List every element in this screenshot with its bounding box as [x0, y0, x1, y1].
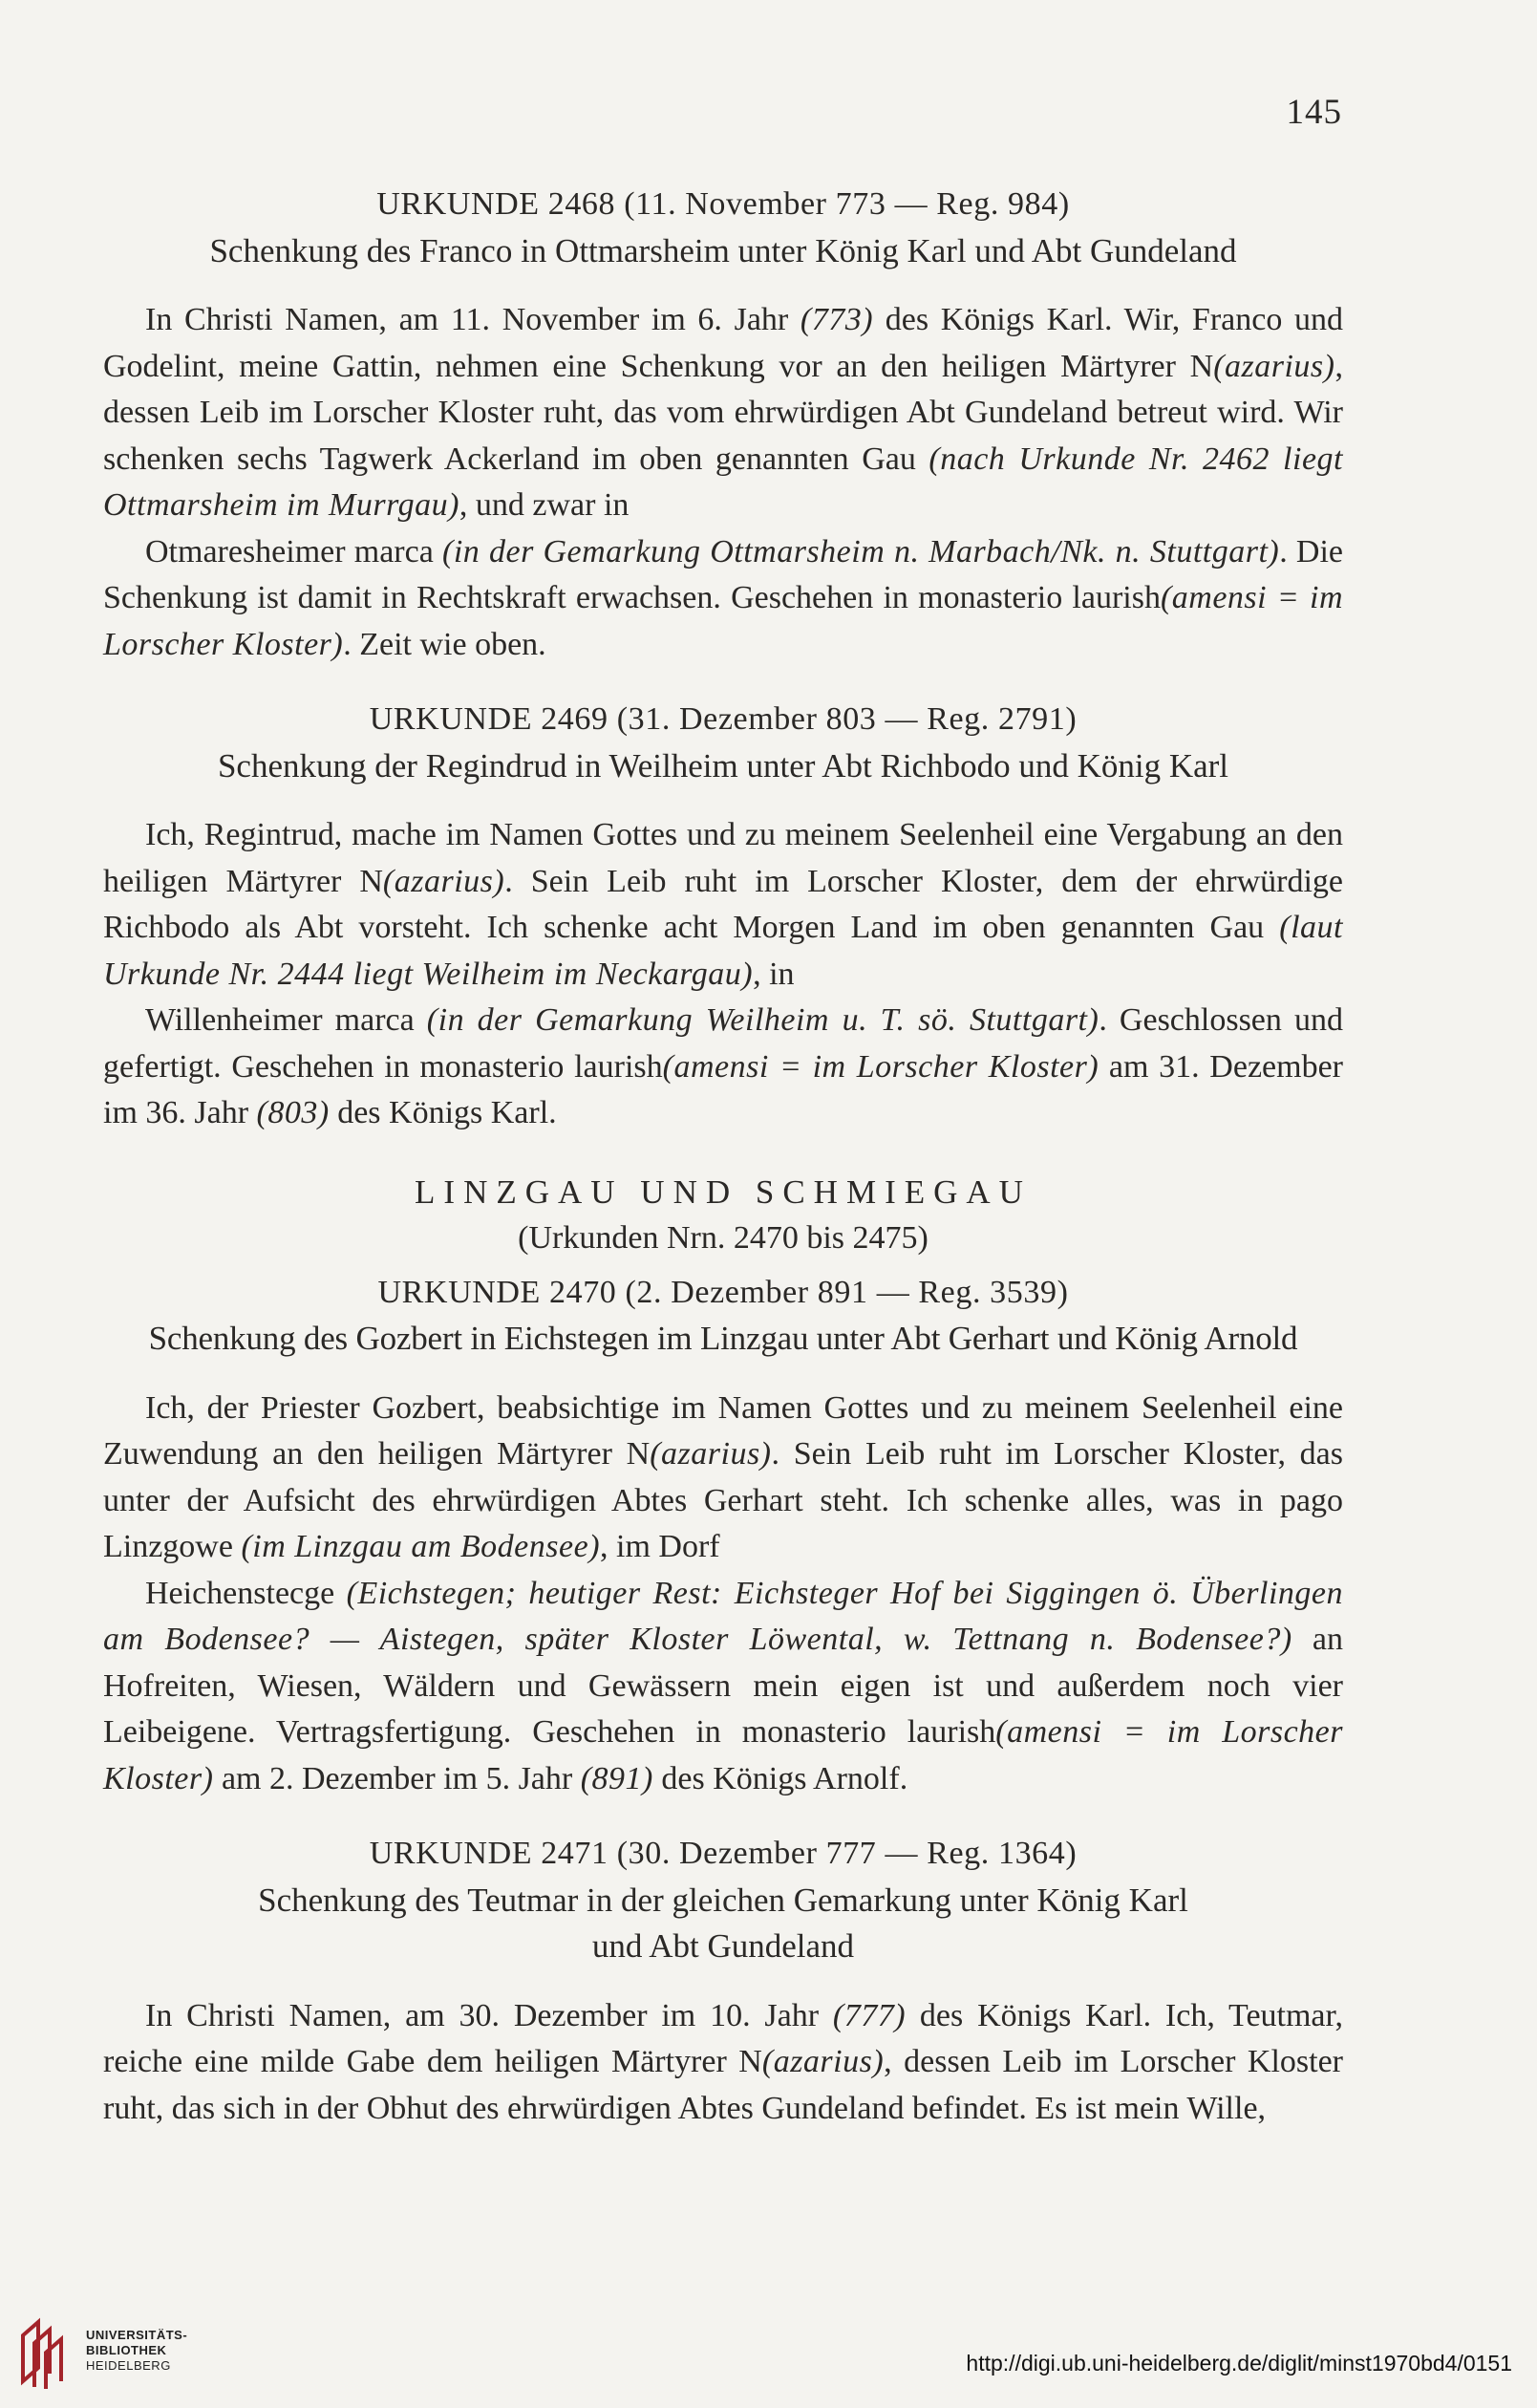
- text-run: des Königs Karl. Wir, Franco und Godelint, meine Gattin, nehmen eine Schenkung vor an den heiligen Märtyrer N: [103, 302, 1343, 384]
- text-run: . Die Schenkung ist damit in Rechtskraft erwachsen. Geschehen in monasterio laurish: [103, 533, 1344, 615]
- paragraph: [103, 297, 1343, 529]
- document-subtitle: Schenkung des Teutmar in der gleichen Gemarkung unter König Karl: [258, 1881, 1188, 1919]
- italic-note: (azarius): [761, 2044, 885, 2079]
- document-2469: [103, 697, 1343, 1137]
- text-run: . Geschlossen und gefertigt. Geschehen in monasterio laurish: [103, 1002, 1343, 1085]
- text-run: an Hofreiten, Wiesen, Wäldern und Gewässern mein eigen ist und außerdem noch vier Leibeigene. Vertragsfertigung. Geschehen in monasterio laurish: [103, 1622, 1344, 1750]
- text-run: Ich, Regintrud, mache im Namen Gottes und zu meinem Seelenheil eine Vergabung an den heiligen Märtyrer N: [103, 817, 1343, 899]
- document-2470: [103, 1270, 1343, 1803]
- paragraph: [103, 998, 1343, 1137]
- text-run: In Christi Namen, am 30. Dezember im 10. Jahr: [145, 1997, 833, 2033]
- text-run: , und zwar in: [459, 487, 630, 523]
- document-subtitle: Schenkung des Franco in Ottmarsheim unter König Karl und Abt Gundeland: [209, 231, 1237, 269]
- document-2471: [103, 1831, 1343, 2132]
- italic-note: (azarius): [382, 863, 505, 899]
- paragraph: [103, 1386, 1343, 1571]
- italic-note: (azarius): [1213, 348, 1335, 384]
- text-run: des Königs Karl.: [329, 1095, 557, 1130]
- library-name: UNIVERSITÄTS- BIBLIOTHEK HEIDELBERG: [86, 2328, 188, 2373]
- document-2468: [103, 182, 1343, 668]
- italic-note: (amensi = im Lorscher Kloster): [103, 580, 1343, 662]
- text-run: am 31. Dezember im 36. Jahr: [103, 1048, 1343, 1130]
- text-run: . Sein Leib ruht im Lorscher Kloster, das unter der Aufsicht des ehrwürdigen Abtes Gerhart steht. Ich schenke alles, was in pago Linzgowe: [103, 1436, 1344, 1564]
- text-run: Heichenstecge: [145, 1575, 347, 1611]
- italic-note: (nach Urkunde Nr. 2462 liegt Ottmarsheim im Murrgau): [103, 441, 1343, 523]
- italic-note: (773): [800, 302, 874, 337]
- paragraph: [103, 1571, 1343, 1803]
- text-run: , dessen Leib im Lorscher Kloster ruht, das vom ehrwürdigen Abt Gundeland betreut wird. Wir schenken sechs Tagwerk Ackerland im oben genannten Gau: [103, 348, 1343, 477]
- text-run: Otmaresheimer marca: [145, 533, 443, 570]
- text-run: des Königs Karl. Ich, Teutmar, reiche eine milde Gabe dem heiligen Märtyrer N: [103, 1997, 1343, 2079]
- italic-note: (891): [580, 1760, 653, 1796]
- italic-note: (azarius): [650, 1436, 772, 1472]
- text-run: , in: [753, 956, 795, 992]
- text-run: , dessen Leib im Lorscher Kloster ruht, das sich in der Obhut des ehrwürdigen Abtes Gundeland befindet. Es ist mein Wille,: [103, 2044, 1343, 2126]
- section-note: (Urkunden Nrn. 2470 bis 2475): [518, 1220, 929, 1256]
- document-subtitle: und Abt Gundeland: [591, 1927, 855, 1965]
- page-body: [103, 182, 1343, 2132]
- text-run: Willenheimer marca: [145, 1002, 427, 1038]
- footer: [0, 2303, 1537, 2408]
- document-title: URKUNDE 2468 (11. November 773 — Reg. 984): [376, 186, 1070, 222]
- text-run: In Christi Namen, am 11. November im 6. Jahr: [145, 302, 801, 337]
- paragraph: [103, 812, 1343, 998]
- text-run: . Sein Leib ruht im Lorscher Kloster, dem der ehrwürdige Richbodo als Abt vorsteht. Ich schenke acht Morgen Land im oben genannten Gau: [103, 863, 1344, 945]
- library-logo-icon: [17, 2314, 73, 2391]
- text-run: des Königs Arnolf.: [652, 1760, 908, 1796]
- source-url-link[interactable]: http://digi.ub.uni-heidelberg.de/diglit/minst1970bd4/0151: [966, 2351, 1512, 2376]
- italic-note: (laut Urkunde Nr. 2444 liegt Weilheim im Neckargau): [103, 910, 1343, 992]
- italic-note: (777): [832, 1997, 907, 2033]
- document-title: URKUNDE 2469 (31. Dezember 803 — Reg. 2791): [369, 701, 1078, 737]
- document-subtitle: Schenkung des Gozbert in Eichstegen im Linzgau unter Abt Gerhart und König Arnold: [148, 1320, 1298, 1357]
- italic-note: (amensi = im Lorscher Kloster): [662, 1048, 1099, 1085]
- document-subtitle: Schenkung der Regindrud in Weilheim unter Abt Richbodo und König Karl: [217, 746, 1229, 785]
- italic-note: (amensi = im Lorscher Kloster): [103, 1714, 1343, 1796]
- section-title: LINZGAU UND SCHMIEGAU: [415, 1172, 1032, 1211]
- italic-note: (in der Gemarkung Ottmarsheim n. Marbach/Nk. n. Stuttgart): [442, 533, 1280, 570]
- italic-note: (Eichstegen; heutiger Rest: Eichsteger Hof bei Siggingen ö. Überlingen am Bodensee? — Aistegen, später Kloster Löwental, w. Tettnang n. Bodensee?): [103, 1575, 1343, 1657]
- italic-note: (in der Gemarkung Weilheim u. T. sö. Stuttgart): [426, 1002, 1099, 1038]
- italic-note: (im Linzgau am Bodensee): [241, 1529, 601, 1564]
- document-title: URKUNDE 2471 (30. Dezember 777 — Reg. 1364): [369, 1836, 1078, 1871]
- text-run: , im Dorf: [600, 1529, 720, 1564]
- text-run: am 2. Dezember im 5. Jahr: [213, 1760, 581, 1796]
- document-title: URKUNDE 2470 (2. Dezember 891 — Reg. 3539): [377, 1274, 1069, 1310]
- text-run: Ich, der Priester Gozbert, beabsichtige im Namen Gottes und zu meinem Seelenheil eine Zuwendung an den heiligen Märtyrer N: [103, 1389, 1343, 1472]
- text-run: . Zeit wie oben.: [343, 626, 546, 662]
- page-number: 145: [1286, 93, 1342, 132]
- paragraph: [103, 529, 1343, 669]
- italic-note: (803): [256, 1095, 330, 1130]
- paragraph: [103, 1993, 1343, 2133]
